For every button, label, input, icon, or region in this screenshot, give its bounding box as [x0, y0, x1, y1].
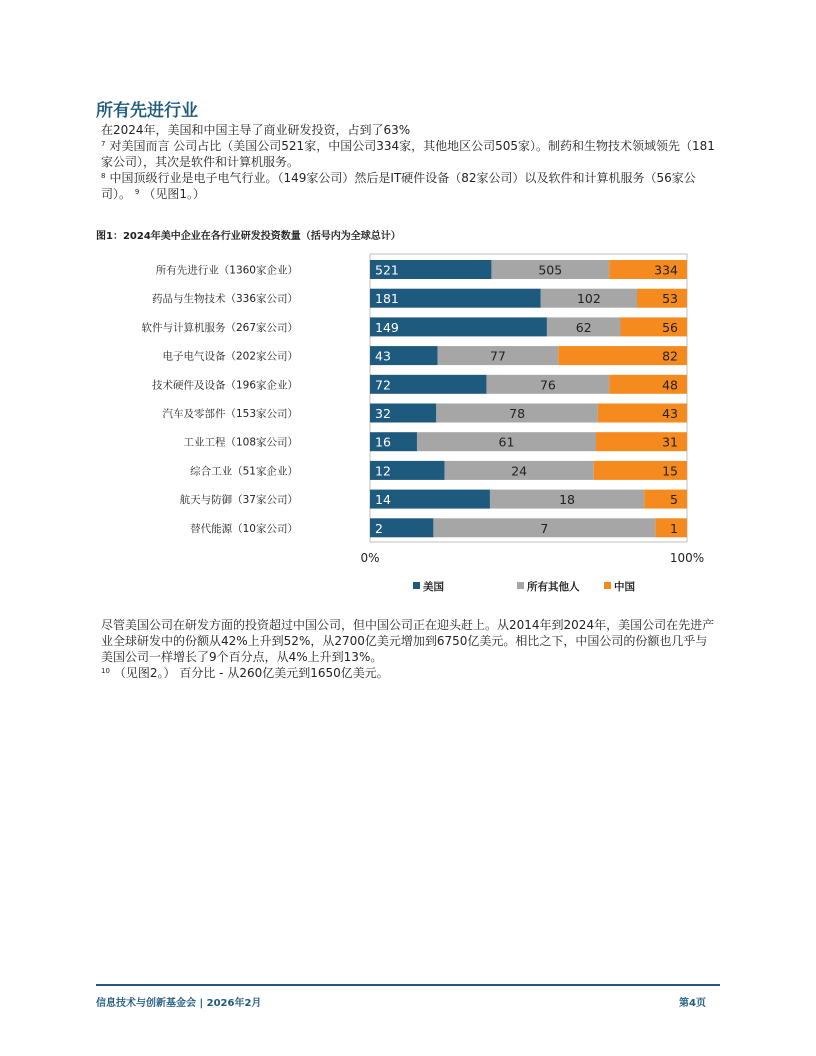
- data-label: 505: [538, 262, 563, 278]
- data-label: 53: [662, 291, 678, 307]
- footnote-ref-10[interactable]: 10: [101, 667, 110, 675]
- data-label: 43: [662, 406, 678, 421]
- footnote-ref-7[interactable]: 7: [101, 140, 106, 148]
- analysis-paragraph: [101, 617, 716, 681]
- data-label: 56: [662, 319, 678, 335]
- intro-line-3: 中国顶级行业是电子电气行业。（149家公司）然后是IT硬件设备（82家公司）以及软件和计算机服务（56家公司）。: [101, 171, 696, 201]
- data-label: 18: [559, 492, 576, 508]
- data-label: 43: [375, 348, 391, 364]
- intro-figure-ref: （见图1。）: [143, 187, 205, 201]
- data-label: 48: [662, 377, 678, 393]
- section-heading: 所有先进行业: [96, 101, 198, 121]
- category-label: 工业工程（108家公司）: [183, 436, 298, 449]
- data-label: 61: [498, 434, 515, 450]
- figure-title: 图1：2024年美中企业在各行业研发投资数量（括号内为全球总计）: [96, 231, 401, 242]
- x-tick-label: 100%: [669, 551, 705, 565]
- category-label: 软件与计算机服务（267家公司）: [141, 321, 298, 334]
- legend-label: 所有其他人: [527, 581, 580, 593]
- data-label: 14: [375, 492, 391, 508]
- legend-label: 中国: [614, 581, 635, 593]
- data-label: 32: [375, 406, 391, 421]
- data-label: 102: [576, 291, 601, 307]
- data-label: 31: [662, 434, 678, 450]
- data-label: 2: [375, 520, 383, 536]
- data-label: 7: [540, 520, 549, 536]
- category-label: 电子电气设备（202家公司）: [162, 350, 298, 363]
- category-label: 综合工业（51家企业）: [190, 465, 298, 478]
- data-label: 82: [662, 348, 678, 364]
- footer-page-number: 第4页: [679, 998, 706, 1009]
- footnote-ref-8[interactable]: 8: [101, 172, 106, 180]
- category-label: 药品与生物技术（336家公司）: [151, 293, 298, 306]
- data-label: 12: [375, 463, 391, 479]
- category-label: 替代能源（10家公司）: [190, 522, 298, 535]
- analysis-text-2: （见图2。） 百分比 - 从260亿美元到1650亿美元。: [113, 666, 389, 680]
- legend-label: 美国: [423, 581, 444, 593]
- legend-swatch: [517, 582, 524, 589]
- category-label: 技术硬件及设备（196家企业）: [151, 379, 298, 392]
- footnote-ref-9[interactable]: 9: [134, 188, 140, 196]
- footer-source: 信息技术与创新基金会 | 2026年2月: [96, 998, 262, 1009]
- data-label: 15: [662, 463, 678, 479]
- bar-segment-china: [644, 490, 687, 509]
- data-label: 521: [375, 262, 399, 278]
- data-label: 334: [654, 262, 678, 278]
- data-label: 76: [539, 377, 556, 393]
- intro-line-1: 在2024年，美国和中国主导了商业研发投资，占到了63%: [101, 123, 411, 137]
- analysis-text: 尽管美国公司在研发方面的投资超过中国公司，但中国公司正在迎头赶上。从2014年到2024年，美国公司在先进产业全球研发中的份额从42%上升到52%，从2700亿美元增加到6750亿美元。相比之下，中国公司的份额也几乎与美国公司一样增长了9个百分点，从4%上升到13%。: [101, 618, 715, 664]
- category-label: 汽车及零部件（153家公司）: [162, 408, 298, 420]
- data-label: 24: [511, 463, 528, 479]
- data-label: 72: [375, 377, 391, 393]
- data-label: 77: [489, 348, 506, 364]
- data-label: 78: [509, 406, 526, 421]
- data-label: 16: [375, 434, 391, 450]
- footer-rule: [96, 984, 720, 986]
- intro-line-2: 对美国而言 公司占比（美国公司521家，中国公司334家，其他地区公司505家）。制药和生物技术领域领先（181家公司），其次是软件和计算机服务。: [101, 139, 715, 169]
- category-label: 航天与防御（37家公司）: [179, 494, 298, 507]
- data-label: 181: [375, 291, 399, 307]
- legend-swatch: [604, 582, 611, 589]
- legend-swatch: [413, 582, 420, 589]
- data-label: 149: [375, 319, 399, 335]
- data-label: 1: [670, 520, 678, 536]
- x-tick-label: 0%: [360, 551, 380, 565]
- data-label: 5: [670, 492, 678, 508]
- data-label: 62: [575, 319, 592, 335]
- category-label: 所有先进行业（1360家企业）: [155, 264, 298, 277]
